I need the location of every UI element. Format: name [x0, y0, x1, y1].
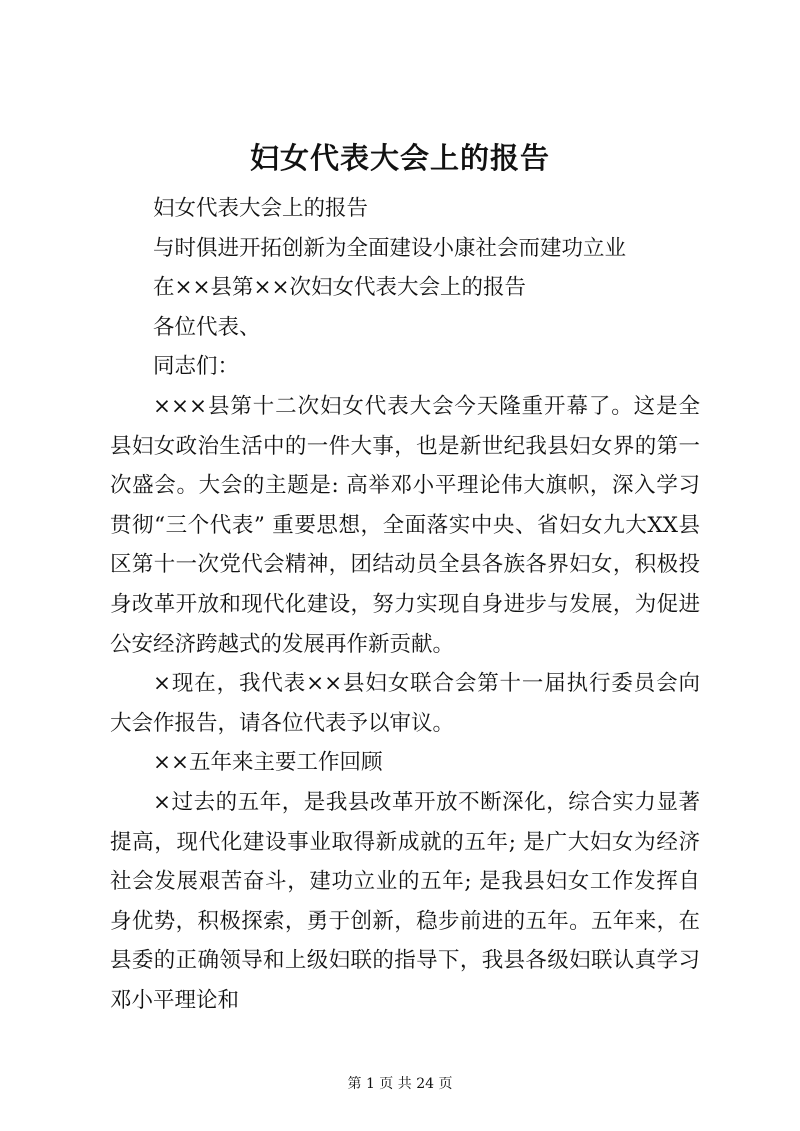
paragraph-occasion: 在××县第××次妇女代表大会上的报告 [153, 275, 527, 301]
paragraph-salutation-comrades: 同志们： [153, 354, 240, 380]
document-body [110, 189, 700, 1020]
paragraph-report-intro: ×现在，我代表××县妇女联合会第十一届执行委员会向大会作报告，请各位代表予以审议。 [110, 671, 700, 736]
paragraph-opening: ×××县第十二次妇女代表大会今天隆重开幕了。这是全县妇女政治生活中的一件大事，也是新世纪我县妇女界的第一次盛会。大会的主题是: 高举邓小平理论伟大旗帜，深入学习贯彻“三个代表” 重要思想，全面落实中央、省妇女九大XX县区第十一次党代会精神，团结动员全县各族各界妇女，积极投身改革开放和现代化建设，努力实现自身进步与发展，为促进公安经济跨越式的发展再作新贡献。 [110, 393, 700, 657]
section-heading: ××五年来主要工作回顾 [153, 750, 383, 776]
paragraph-review: ×过去的五年，是我县改革开放不断深化，综合实力显著提高，现代化建设事业取得新成就的五年; 是广大妇女为经济社会发展艰苦奋斗，建功立业的五年; 是我县妇女工作发挥自身优势，积极探索，勇于创新，稳步前进的五年。五年来，在县委的正确领导和上级妇联的指导下，我县各级妇联认真学习邓小平理论和 [110, 789, 700, 1013]
paragraph-salutation: 各位代表、 [153, 314, 261, 340]
page-footer: 第 1 页 共 24 页 [347, 1076, 453, 1092]
document-title: 妇女代表大会上的报告 [249, 141, 550, 175]
paragraph-theme: 与时俱进开拓创新为全面建设小康社会而建功立业 [153, 235, 627, 261]
paragraph-subtitle: 妇女代表大会上的报告 [153, 196, 369, 221]
